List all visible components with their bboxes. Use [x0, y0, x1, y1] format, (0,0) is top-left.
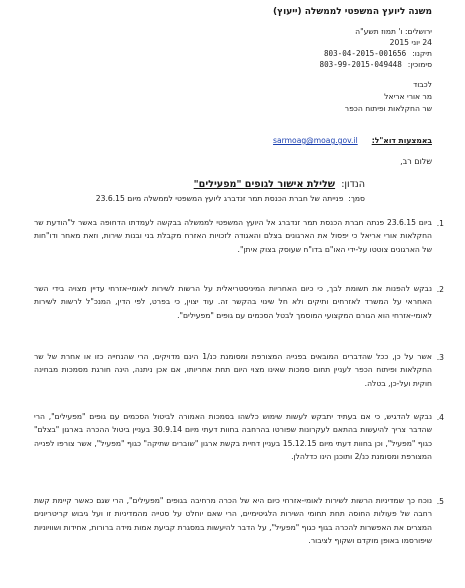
paragraph-5: נוכח כך שמדיניות הרשות לשירות לאומי-אזרחי כיום היא של הכרה מרחיבה בגופים "מפעילים", הרי שגם כאשר קיימת קשת רחבה של פעולות החוסה תחת תחומי השירות הלגיטימיים, הרי שאם יוחלט על סטייה מהמדיניות זו ועל גיבוש קריטריונים המצרים את האפשרות להכרה בגוף כגוף "מפעיל", על הדבר להיעשות במסגרת קביעת אמות מידה ברורות, אחידות ושוויוניות שיפורסמו באופן מוקדם ושקוף לציבור.: [34, 496, 432, 545]
gregorian-date: 24 יוני 2015: [389, 38, 432, 47]
paragraph-3: אשר על כן, ככל שהדברים המובאים בפנייה המצורפת ומסומנת כנ/1 הינם מדויקים, הרי שהנחייה כזו או אחרת של שר החקלאות ופיתוח הכפר לעניין תחום סמכות שאינו מצוי היום תחת אחריותו, אם אכן ניתנה, הינה חורגת מסמכות מבחינה חוקית ועל-כן, בטלה.: [34, 352, 432, 388]
paragraph-1: ביום 23.6.15 פנתה חברת הכנסת תמר זנדברג אל היועץ המשפטי לממשלה בבקשה לעמדתו הדחופה באשר ל"הודעת שר החקלאות אורי אריאל כי יפסול את הארגונים בצלם והאגודה לזכויות האזרח מקבלת בני ובנות שירות, וזאת מאחר ודו"חות של הארגונים צוטטו על-ידי האו"ם בדו"ח שעוסק בצוק איתן".: [34, 218, 432, 254]
reference-number-row: [320, 60, 433, 70]
greeting: שלום רב,: [400, 157, 432, 166]
file-number-row: [324, 49, 432, 59]
paragraph-number: 1.: [436, 219, 444, 228]
paragraph-2: נבקש להפנות את תשומת לבך, כי כיום האחריות המיניסטריאלית על הרשות לשירות לאומי-אזרחי עדיין מצויה בידי השר האחראי על המשרד לאזרחים ותיקים ולא חל שינוי בהקשר זה. עוד יצוין, כי בפרט, לפי הדין, המנכ"ל לרשות לשירות לאומי-אזרחי הוא הגורם המקצועי המוסמך לבטל הסכמים עם גופים "מפעילים".: [34, 284, 432, 320]
paragraph-4: נבקש להדגיש, כי אם בעתיד יתבקש לעשות שימוש כלשהו בסמכות האמורה לביטול הסכמים עם גופים "מפעילים", הרי שהדבר צריך להיעשות בהתאם לעקרונות שפורטו בהרחבה בחוות דעתי מיום 30.9.14 בעניין ביטול ההכרה בארגון "בצלם" כגוף "מפעיל", וכן בחוות דעתי מיום 15.12.15 בעניין דחיית בקשת ארגון "שוברים שתיקה" כגוף "מפעיל", אשר צורפו לפנייה המצורפת ומסומנת כנ/2 ותוכנן הינו כדלהלן.: [34, 412, 433, 461]
file-number-label: תיקנו:: [412, 49, 432, 58]
file-number: 803-04-2015-001656: [323, 49, 407, 58]
paragraph-number: 4.: [436, 413, 444, 422]
email-label: באמצעות דוא"ל:: [371, 136, 432, 145]
email-link[interactable]: sarmoag@moag.gov.il: [273, 136, 358, 145]
reference-number-label: סימוכין:: [407, 60, 432, 69]
recipient-name: מר אורי אריאל: [384, 92, 432, 101]
recipient-to: לכבוד: [413, 80, 432, 89]
email-row: [273, 136, 432, 146]
subject-line: [194, 179, 365, 192]
paragraph-number: 3.: [436, 353, 444, 362]
subject-reference-prefix: סמך:: [348, 194, 365, 203]
hebrew-date: ירושלים: ו' תמוז תשע"ה: [355, 27, 432, 36]
recipient-title: שר החקלאות ופיתוח הכפר: [344, 104, 432, 113]
reference-number: 803-99-2015-049448: [319, 60, 402, 69]
paragraph-number: 2.: [436, 285, 444, 294]
paragraph-number: 5.: [436, 497, 444, 506]
subject-title: שלילת אישור לגופים "מפעילים": [193, 179, 336, 190]
subject-reference: [96, 194, 365, 204]
subject-reference-text: פנייתה של חברת הכנסת תמר זנדברג ליועץ המשפטי לממשלה מיום 23.6.15: [95, 194, 344, 203]
subject-prefix: הנדון:: [341, 179, 365, 190]
org-header: משנה ליועץ המשפטי לממשלה (ייעוץ): [273, 7, 432, 17]
